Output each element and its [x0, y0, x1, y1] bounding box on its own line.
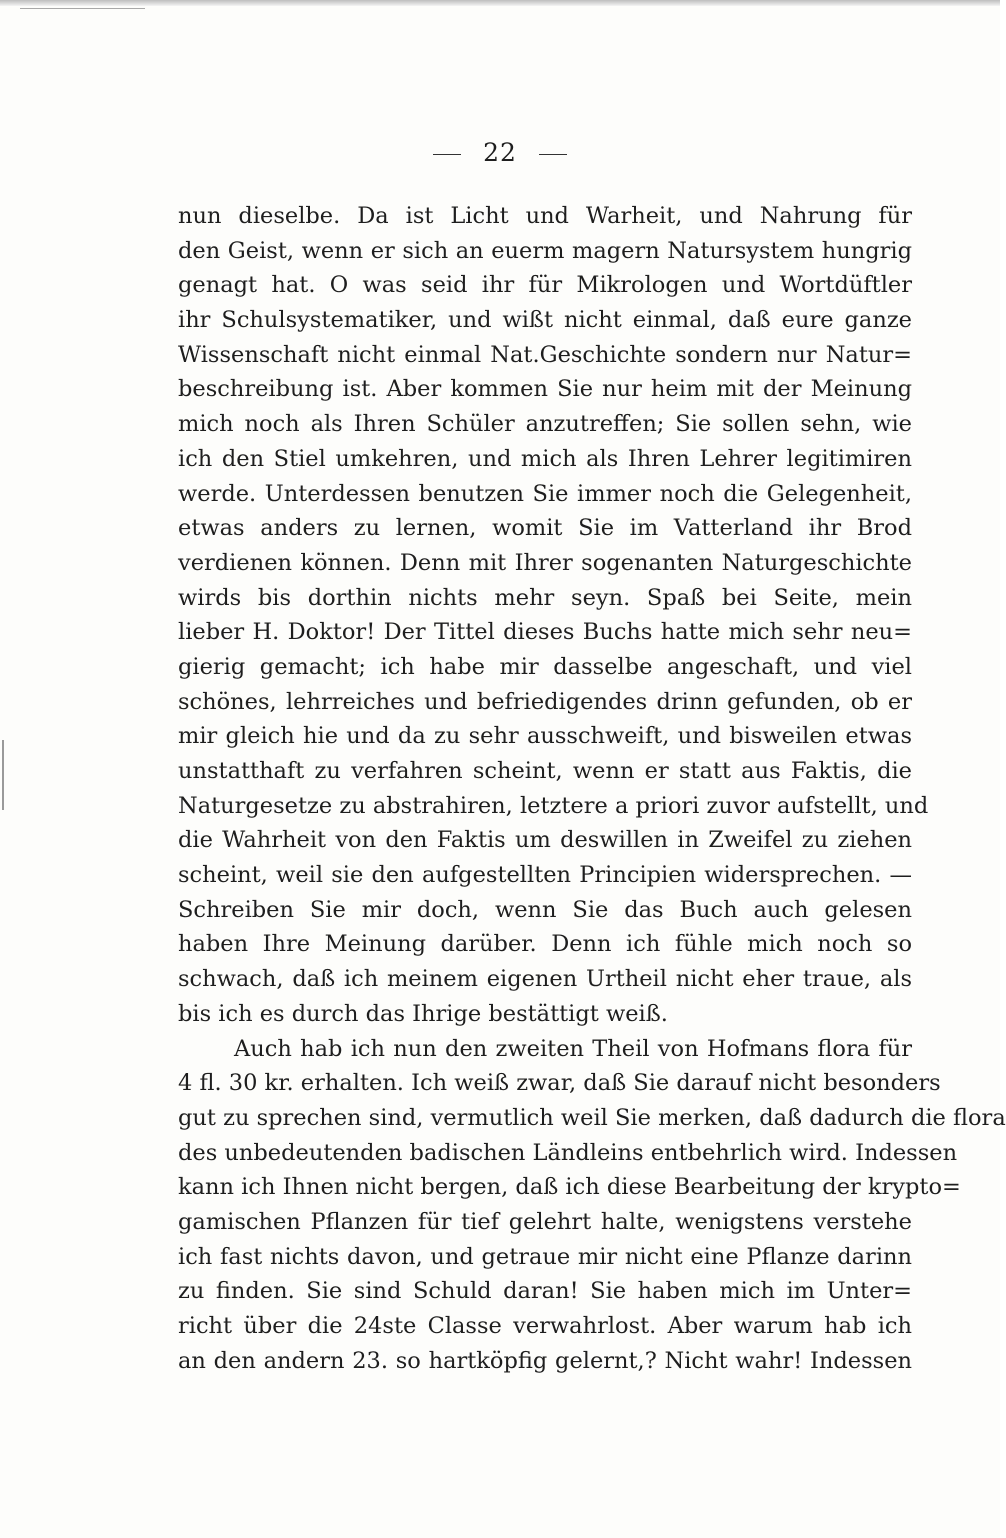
text-line: 4 fl. 30 kr. erhalten. Ich weiß zwar, daß Sie darauf nicht besonders: [178, 1070, 941, 1097]
top-page-edge: [0, 0, 1000, 6]
text-line: beschreibung ist. Aber kommen Sie nur heim mit der Meinung: [178, 376, 912, 403]
text-line: ich den Stiel umkehren, und mich als Ihren Lehrer legitimiren: [178, 445, 912, 472]
text-line: scheint, weil sie den aufgestellten Principien widersprechen. —: [178, 862, 912, 889]
text-line: Wissenschaft nicht einmal Nat.Geschichte sondern nur Natur=: [178, 341, 912, 368]
text-line: haben Ihre Meinung darüber. Denn ich fühle mich noch so: [178, 931, 912, 958]
text-line: kann ich Ihnen nicht bergen, daß ich diese Bearbeitung der krypto=: [178, 1174, 961, 1201]
text-line: Schreiben Sie mir doch, wenn Sie das Buch auch gelesen: [178, 896, 912, 923]
text-line: schönes, lehrreiches und befriedigendes drinn gefunden, ob er: [178, 688, 912, 715]
text-line-paragraph-start: Auch hab ich nun den zweiten Theil von Hofmans flora für: [234, 1035, 912, 1062]
text-line: gut zu sprechen sind, vermutlich weil Sie merken, daß dadurch die flora: [178, 1104, 1006, 1131]
text-line: schwach, daß ich meinem eigenen Urtheil nicht eher traue, als: [178, 966, 912, 993]
right-dash: [539, 154, 567, 156]
text-line: Naturgesetze zu abstrahiren, letztere a priori zuvor aufstellt, und: [178, 792, 929, 819]
text-line: gamischen Pflanzen für tief gelehrt halte, wenigstens verstehe: [178, 1208, 912, 1235]
page-number: 22: [483, 138, 517, 167]
text-line: lieber H. Doktor! Der Tittel dieses Buchs hatte mich sehr neu=: [178, 619, 912, 646]
text-line: verdienen können. Denn mit Ihrer sogenanten Naturgeschichte: [178, 549, 912, 576]
text-line: richt über die 24ste Classe verwahrlost. Aber warum hab ich: [178, 1313, 912, 1339]
text-line: wirds bis dorthin nichts mehr seyn. Spaß bei Seite, mein: [178, 584, 912, 611]
top-edge-line: [20, 8, 145, 9]
page-header: [0, 138, 1000, 167]
text-line: werde. Unterdessen benutzen Sie immer noch die Gelegenheit,: [178, 480, 912, 507]
text-line: ihr Schulsystematiker, und wißt nicht einmal, daß eure ganze: [178, 307, 912, 334]
text-line: mir gleich hie und da zu sehr ausschweift, und bisweilen etwas: [178, 723, 912, 750]
text-line: gierig gemacht; ich habe mir dasselbe angeschaft, und viel: [178, 653, 912, 680]
left-dash: [433, 154, 461, 156]
binding-edge-mark: [2, 740, 4, 810]
text-line: zu finden. Sie sind Schuld daran! Sie haben mich im Unter=: [178, 1278, 912, 1305]
text-line-paragraph-end: bis ich es durch das Ihrige bestättigt weiß.: [178, 1000, 668, 1027]
text-line: an den andern 23. so hartköpfig gelernt,? Nicht wahr! Indessen: [178, 1347, 912, 1374]
text-line: den Geist, wenn er sich an euerm magern Natursystem hungrig: [178, 237, 912, 264]
text-line: die Wahrheit von den Faktis um deswillen in Zweifel zu ziehen: [178, 827, 912, 854]
text-line: mich noch als Ihren Schüler anzutreffen; Sie sollen sehn, wie: [178, 411, 912, 438]
text-line: ich fast nichts davon, und getraue mir nicht eine Pflanze darinn: [178, 1243, 912, 1270]
text-line: genagt hat. O was seid ihr für Mikrologen und Wortdüftler: [178, 272, 912, 299]
text-line: etwas anders zu lernen, womit Sie im Vatterland ihr Brod: [178, 515, 912, 542]
text-line: des unbedeutenden badischen Ländleins entbehrlich wird. Indessen: [178, 1139, 958, 1166]
text-line: unstatthaft zu verfahren scheint, wenn er statt aus Faktis, die: [178, 758, 912, 784]
text-line: nun dieselbe. Da ist Licht und Warheit, und Nahrung für: [178, 203, 912, 229]
body-text: [178, 199, 1006, 1378]
